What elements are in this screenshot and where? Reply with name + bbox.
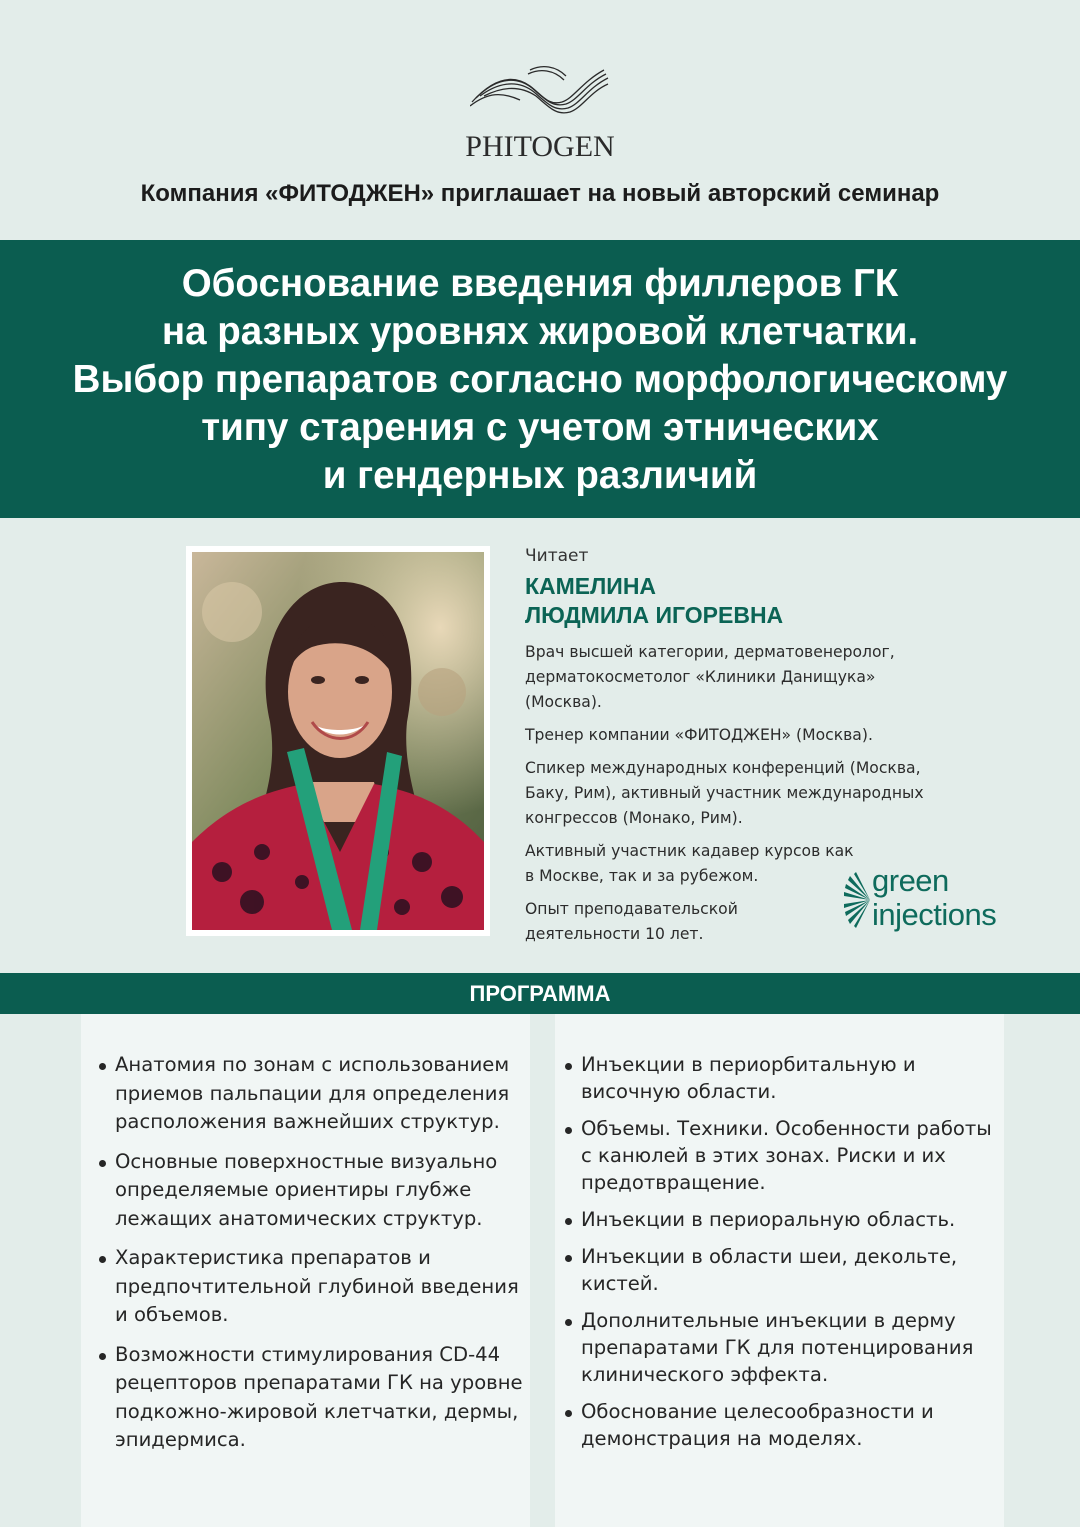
- program-heading: ПРОГРАММА: [0, 973, 1080, 1014]
- list-item-text: Обоснование целесообразности и демонстрация на моделях.: [581, 1400, 934, 1450]
- title-band: [0, 240, 1080, 518]
- list-item: [81, 1341, 530, 1455]
- logo-text: PHITOGEN: [465, 130, 615, 163]
- bullet-icon: [565, 1063, 572, 1070]
- list-item: [81, 1051, 530, 1137]
- list-item: [547, 1398, 1004, 1452]
- speaker-photo: [186, 546, 490, 936]
- title-line: и гендерных различий: [322, 454, 758, 497]
- program-column-left: [81, 1014, 530, 1527]
- list-item-text: Инъекции в области шеи, декольте, кистей.: [581, 1245, 958, 1295]
- list-item: [547, 1243, 1004, 1297]
- bio-paragraph: Спикер международных конференций (Москва, Баку, Рим), активный участник международных конгрессов (Монако, Рим).: [525, 759, 924, 827]
- title-line: Обоснование введения филлеров ГК: [181, 262, 899, 305]
- list-item-text: Инъекции в периорбитальную и височную области.: [581, 1053, 916, 1103]
- brand-line: injections: [872, 897, 997, 932]
- bullet-icon: [99, 1160, 106, 1167]
- bullet-icon: [565, 1410, 572, 1417]
- list-item: [81, 1244, 530, 1330]
- bullet-icon: [99, 1256, 106, 1263]
- speaker-name-line: КАМЕЛИНА: [525, 573, 657, 599]
- bullet-icon: [565, 1218, 572, 1225]
- invitation-line: Компания «ФИТОДЖЕН» приглашает на новый авторский семинар: [140, 180, 940, 207]
- bio-paragraph: Тренер компании «ФИТОДЖЕН» (Москва).: [525, 726, 873, 744]
- bullet-icon: [565, 1319, 572, 1326]
- bullet-icon: [99, 1353, 106, 1360]
- wave-bird-logo-icon: [470, 62, 610, 128]
- speaker-name: [525, 572, 945, 630]
- list-item-text: Анатомия по зонам с использованием приемов пальпации для определения расположения важнейших структур.: [115, 1053, 510, 1133]
- list-item: [547, 1051, 1004, 1105]
- title-line: типу старения с учетом этнических: [201, 406, 879, 449]
- list-item: [547, 1206, 1004, 1233]
- title-line: на разных уровнях жировой клетчатки.: [161, 310, 919, 353]
- starburst-icon: [842, 870, 872, 930]
- bio-paragraph: Активный участник кадавер курсов как в Москве, так и за рубежом.: [525, 842, 854, 885]
- list-item-text: Объемы. Техники. Особенности работы с канюлей в этих зонах. Риски и их предотвращение.: [581, 1117, 992, 1194]
- list-item-text: Возможности стимулирования CD-44 рецепторов препаратами ГК на уровне подкожно-жировой клетчатки, дермы, эпидермиса.: [115, 1342, 523, 1451]
- title-line: Выбор препаратов согласно морфологическому: [72, 358, 1008, 401]
- program-column-right: [555, 1014, 1004, 1527]
- brand-line: green: [872, 863, 949, 898]
- bio-paragraph: Опыт преподавательской деятельности 10 лет.: [525, 900, 738, 943]
- bio-paragraph: Врач высшей категории, дерматовенеролог, дерматокосметолог «Клиники Данищука» (Москва).: [525, 643, 895, 711]
- list-item-text: Инъекции в периоральную область.: [581, 1208, 956, 1231]
- seminar-title: [0, 240, 1080, 500]
- list-item: [547, 1115, 1004, 1196]
- bullet-icon: [565, 1255, 572, 1262]
- list-item-text: Основные поверхностные визуально определяемые ориентиры глубже лежащих анатомических структур.: [115, 1149, 498, 1230]
- green-injections-text: [872, 864, 996, 932]
- list-item: [81, 1148, 530, 1234]
- reads-label: Читает: [525, 546, 589, 566]
- bullet-icon: [99, 1063, 106, 1070]
- speaker-portrait-icon: [192, 552, 484, 930]
- speaker-name-line: ЛЮДМИЛА ИГОРЕВНА: [525, 602, 784, 628]
- list-item-text: Дополнительные инъекции в дерму препаратами ГК для потенцирования клинического эффекта.: [581, 1309, 974, 1386]
- phitogen-logo: [0, 62, 1080, 164]
- list-item-text: Характеристика препаратов и предпочтительной глубиной введения и объемов.: [115, 1246, 519, 1326]
- bullet-icon: [565, 1127, 572, 1134]
- list-item: [547, 1307, 1004, 1388]
